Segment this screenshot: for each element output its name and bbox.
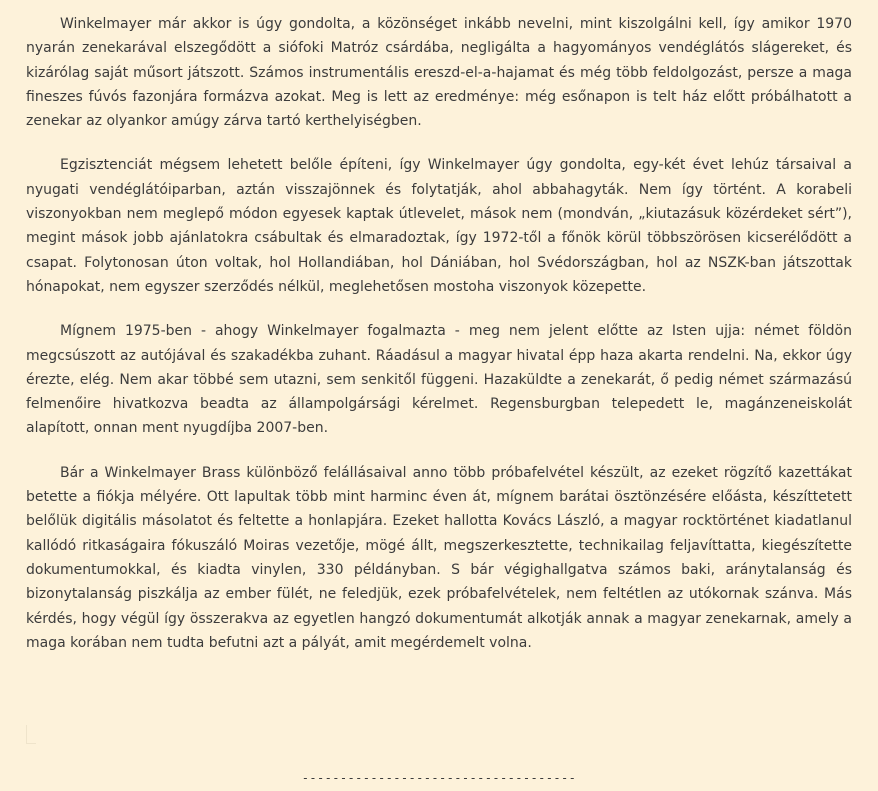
article-paragraph-1: Winkelmayer már akkor is úgy gondolta, a közönséget inkább nevelni, mint kiszolgálni kell, így amikor 1970 nyarán zenekarával elszegődött a siófoki Matróz csárdába, negligálta a hagyományos vendéglátós slágereket, és kizárólag saját műsort játszott. Számos instrumentális ereszd-el-a-hajamat és még több feldolgozást, persze a maga fineszes fúvós fazonjára formázva azokat. Meg is lett az eredménye: még esőnapon is telt ház előtt próbálhatott a zenekar az olyankor amúgy zárva tartó kerthelyiségben. bbox=[26, 16, 852, 130]
section-separator: ------------------------------------ bbox=[301, 771, 577, 785]
faint-corner-mark bbox=[26, 725, 36, 744]
article-paragraph-2: Egzisztenciát mégsem lehetett belőle építeni, így Winkelmayer úgy gondolta, egy-két évet lehúz társaival a nyugati vendéglátóiparban, aztán visszajönnek és folytatják, ahol abbahagyták. Nem így történt. A korabeli viszonyokban nem meglepő módon egyesek kaptak útlevelet, mások nem (mondván, „kiutazásuk közérdeket sért”), megint mások jobb ajánlatokra csábultak és elmaradoztak, így 1972-től a főnök körül többszörösen kicserélődött a csapat. Folytonosan úton voltak, hol Hollandiában, hol Dániában, hol Svédországban, hol az NSZK-ban játszottak hónapokat, nem egyszer szerződés nélkül, meglehetősen mostoha viszonyok közepette. bbox=[26, 157, 852, 295]
article-paragraph-4: Bár a Winkelmayer Brass különböző felállásaival anno több próbafelvétel készült, az ezeket rögzítő kazettákat betette a fiókja mélyére. Ott lapultak több mint harminc éven át, mígnem barátai ösztönzésére előásta, készíttetett belőlük digitális másolatot és feltette a honlapjára. Ezeket hallotta Kovács László, a magyar rocktörténet kiadatlanul kallódó ritkaságaira fókuszáló Moiras vezetője, mögé állt, megszerkesztette, technikailag feljavíttatta, kiegészítette dokumentumokkal, és kiadta vinylen, 330 példányban. S bár végighallgatva számos baki, aránytalanság és bizonytalanság piszkálja az ember fülét, ne feledjük, ezek próbafelvételek, nem feltétlen az utókornak szánva. Más kérdés, hogy végül így összerakva az egyetlen hangzó dokumentumát alkotják annak a magyar zenekarnak, amely a maga korában nem tudta befutni azt a pályát, amit megérdemelt volna. bbox=[26, 464, 852, 651]
article-paragraph-3: Mígnem 1975-ben - ahogy Winkelmayer fogalmazta - meg nem jelent előtte az Isten ujja: német földön megcsúszott az autójával és szakadékba zuhant. Ráadásul a magyar hivatal épp haza akarta rendelni. Na, ekkor úgy érezte, elég. Nem akar többé sem utazni, sem senkitől függeni. Hazaküldte a zenekarát, ő pedig német származású felmenőire hivatkozva beadta az állampolgársági kérelmet. Regensburgban telepedett le, magánzeneiskolát alapított, onnan ment nyugdíjba 2007-ben. bbox=[26, 323, 852, 437]
